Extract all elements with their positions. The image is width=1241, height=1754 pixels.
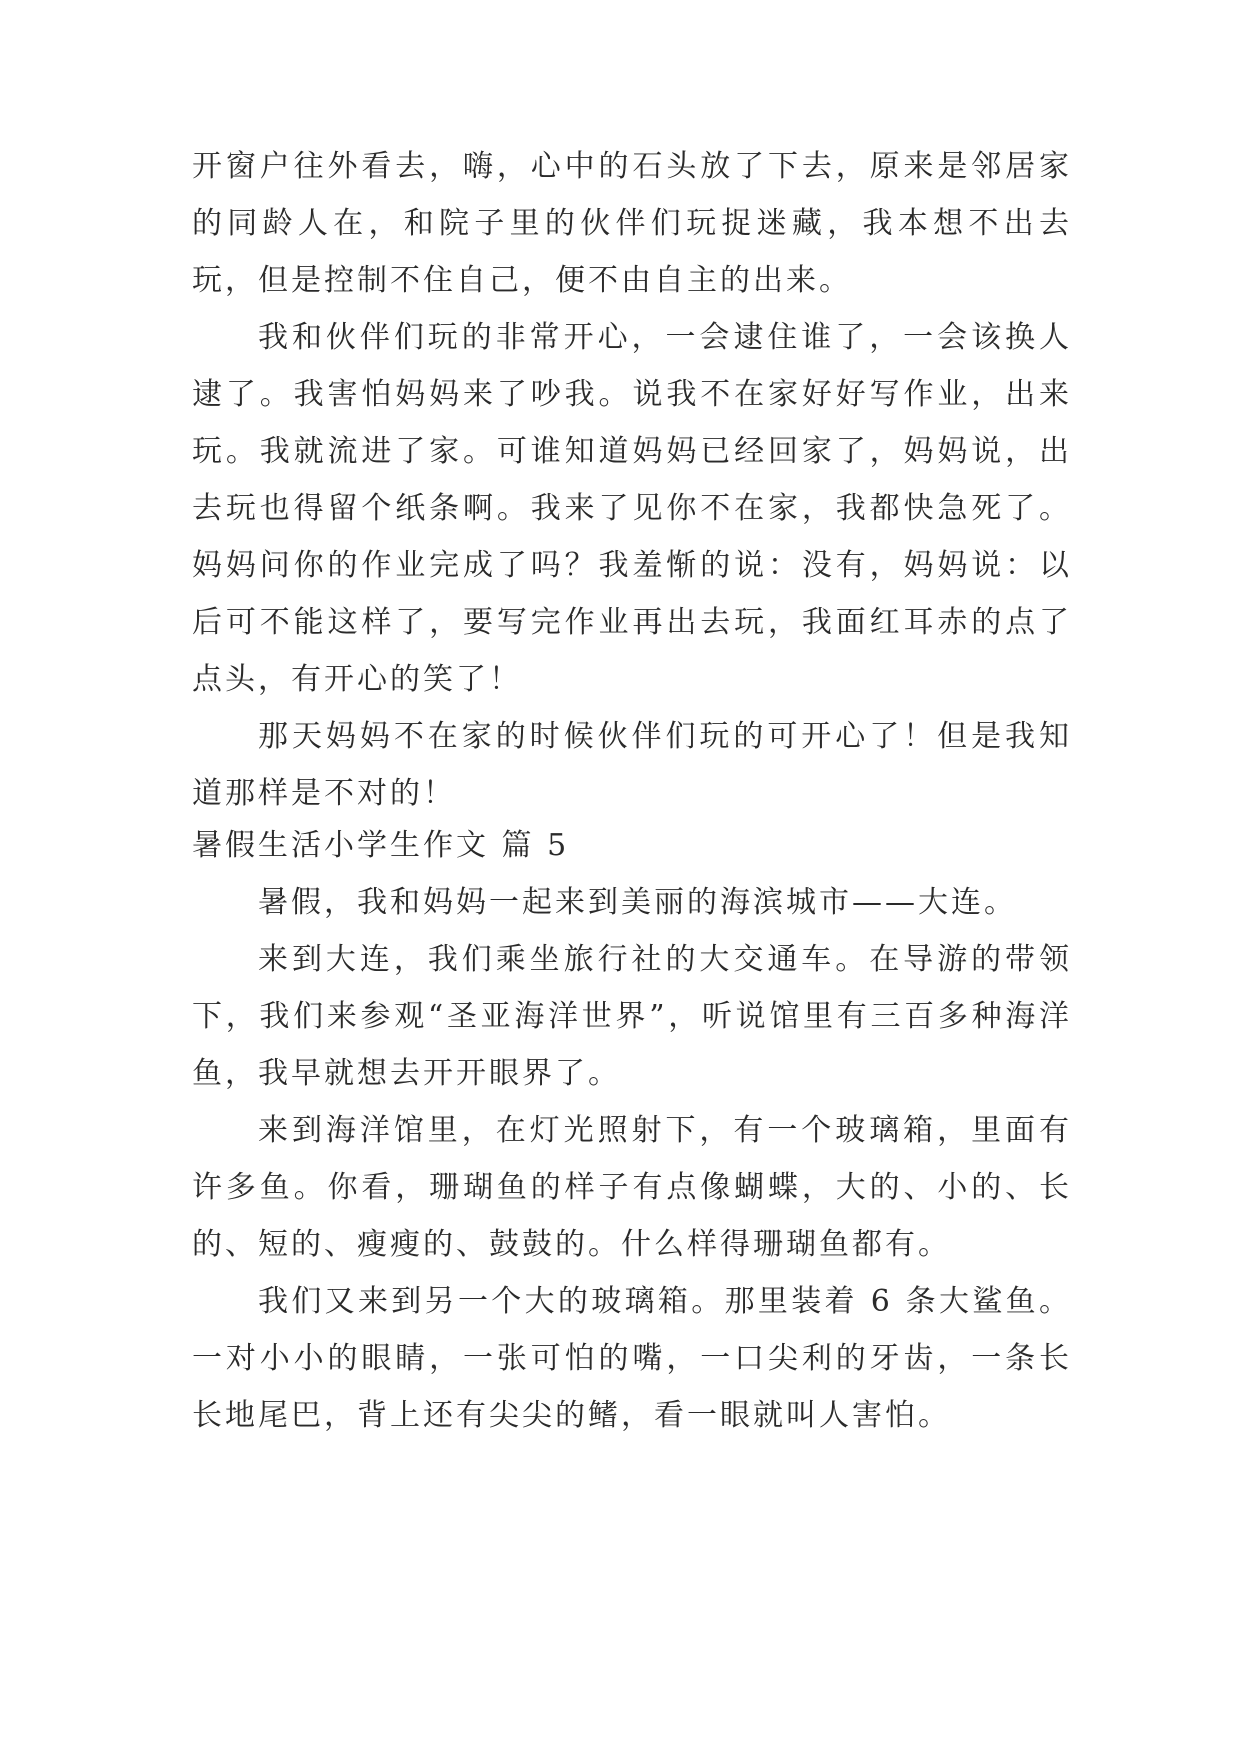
paragraph: 开窗户往外看去，嗨，心中的石头放了下去，原来是邻居家的同龄人在，和院子里的伙伴们玩捉迷藏，我本想不出去玩，但是控制不住自己，便不由自主的出来。	[192, 149, 1072, 298]
paragraph: 暑假，我和妈妈一起来到美丽的海滨城市——大连。	[258, 885, 1017, 920]
essay-part-4-continued	[192, 138, 1072, 822]
paragraph: 来到大连，我们乘坐旅行社的大交通车。在导游的带领下，我们来参观“圣亚海洋世界”，听说馆里有三百多种海洋鱼，我早就想去开开眼界了。	[192, 942, 1072, 1091]
paragraph: 我和伙伴们玩的非常开心，一会逮住谁了，一会该换人逮了。我害怕妈妈来了吵我。说我不在家好好写作业，出来玩。我就流进了家。可谁知道妈妈已经回家了，妈妈说，出去玩也得留个纸条啊。我来了见你不在家，我都快急死了。妈妈问你的作业完成了吗？我羞惭的说：没有，妈妈说：以后可不能这样了，要写完作业再出去玩，我面红耳赤的点了点头，有开心的笑了！	[192, 320, 1072, 697]
paragraph: 那天妈妈不在家的时候伙伴们玩的可开心了！但是我知道那样是不对的！	[192, 719, 1072, 811]
essay-part-5	[192, 817, 1072, 1444]
section-heading: 暑假生活小学生作文 篇 5	[192, 828, 570, 863]
paragraph: 来到海洋馆里，在灯光照射下，有一个玻璃箱，里面有许多鱼。你看，珊瑚鱼的样子有点像蝴蝶，大的、小的、长的、短的、瘦瘦的、鼓鼓的。什么样得珊瑚鱼都有。	[192, 1113, 1072, 1262]
paragraph: 我们又来到另一个大的玻璃箱。那里装着 6 条大鲨鱼。一对小小的眼睛，一张可怕的嘴，一口尖利的牙齿，一条长长地尾巴，背上还有尖尖的鳍，看一眼就叫人害怕。	[192, 1284, 1072, 1433]
